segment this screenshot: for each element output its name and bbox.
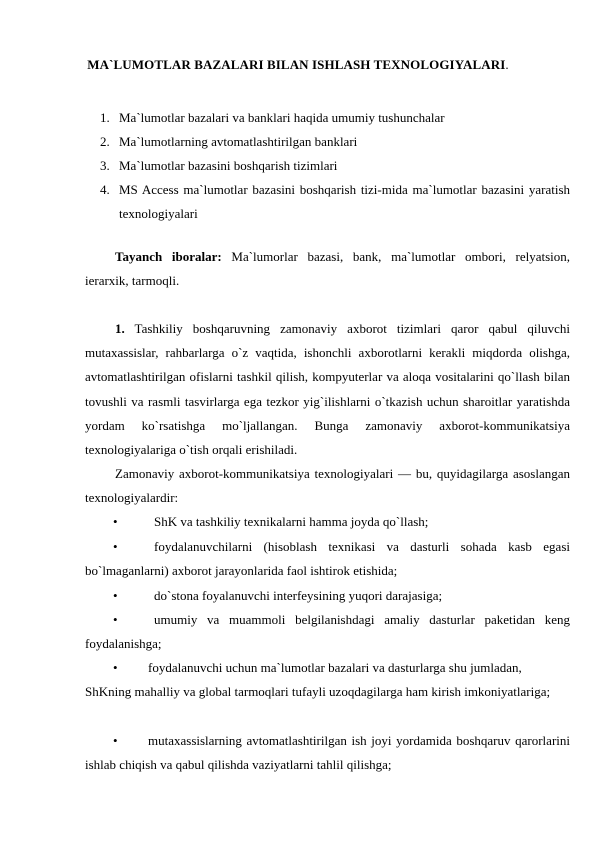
bullet-item xyxy=(85,608,570,656)
bullet-item xyxy=(85,584,570,608)
continuation-text: ShKning mahalliy va global tarmoqlari tufayli uzoqdagilarga ham kirish imkoniyatlariga; xyxy=(85,684,551,699)
page-title xyxy=(0,57,596,73)
bullet-item xyxy=(85,510,570,534)
bullet-text: do`stona foyalanuvchi interfeysining yuqori darajasiga; xyxy=(154,588,443,603)
outline-text: Ma`lumotlar bazalari va banklari haqida umumiy tushunchalar xyxy=(119,110,445,125)
outline-item xyxy=(100,178,570,226)
keywords-label: Tayanch iboralar: xyxy=(115,249,222,264)
outline-text: MS Access ma`lumotlar bazasini boshqarish tizi-mida ma`lumotlar bazasini yaratish texnologiyalari xyxy=(119,182,570,221)
continuation-paragraph xyxy=(85,680,570,704)
bullet-text: umumiy va muammoli belgilanishdagi amaliy dasturlar paketidan keng foydalanishga; xyxy=(85,612,570,652)
outline-number: 2. xyxy=(100,134,110,149)
bullet-icon: • xyxy=(113,733,118,748)
intro-text: Zamonaviy axborot-kommunikatsiya texnologiyalari — bu, quyidagilarga asoslangan texnologiyalardir: xyxy=(85,466,570,506)
title-text: MA`LUMOTLAR BAZALARI BILAN ISHLASH TEXNOLOGIYALARI xyxy=(87,57,506,72)
outline-list xyxy=(100,106,570,226)
bullet-icon: • xyxy=(113,612,118,627)
bullet-item xyxy=(85,656,570,680)
bullet-text: foydalanuvchi uchun ma`lumotlar bazalari va dasturlarga shu jumladan, xyxy=(148,660,522,675)
section-1-paragraph xyxy=(85,317,570,462)
bullet-icon: • xyxy=(113,514,118,529)
outline-item xyxy=(100,130,570,154)
outline-text: Ma`lumotlar bazasini boshqarish tizimlari xyxy=(119,158,338,173)
keywords-text: Ma`lumorlar bazasi, bank, ma`lumotlar ombori, relyatsion, ierarxik, tarmoqli. xyxy=(85,249,571,289)
bullet-icon: • xyxy=(113,660,118,675)
bullet-icon: • xyxy=(113,588,118,603)
bullet-item xyxy=(85,729,570,777)
bullet-text: mutaxassislarning avtomatlashtirilgan ish joyi yordamida boshqaruv qarorlarini ishlab chiqish va qabul qilishda vaziyatlarni tahlil qilishga; xyxy=(85,733,570,773)
bullet-text: foydalanuvchilarni (hisoblash texnikasi va dasturli sohada kasb egasi bo`lmaganlarni) axborot jarayonlarida faol ishtirok etishida; xyxy=(85,539,570,579)
outline-number: 3. xyxy=(100,158,110,173)
section-1-text: Tashkiliy boshqaruvning zamonaviy axborot tizimlari qaror qabul qiluvchi mutaxassislar, rahbarlarga o`z vaqtida, ishonchli axborotlarni kerakli miqdorda olishga, avtomatlashtirilgan ofislarni tashkil qilish, kompyuterlar va aloqa vositalarini qo`llash bilan tovushli va rasmli tasvirlarga ega tezkor yig`ilishlarni o`tkazish uchun sharoitlar yaratishda yordam ko`rsatishga mo`ljallangan. Bunga zamonaviy axborot-kommunikatsiya texnologiyalariga o`tish orqali erishiladi. xyxy=(85,321,570,458)
intro-paragraph xyxy=(85,462,570,510)
bullet-item xyxy=(85,535,570,583)
title-period: . xyxy=(505,57,509,72)
outline-item xyxy=(100,106,570,130)
outline-item xyxy=(100,154,570,178)
section-number: 1. xyxy=(115,321,125,336)
keywords-paragraph xyxy=(85,245,570,293)
outline-number: 1. xyxy=(100,110,110,125)
bullet-text: ShK va tashkiliy texnikalarni hamma joyda qo`llash; xyxy=(154,514,429,529)
bullet-icon: • xyxy=(113,539,118,554)
outline-number: 4. xyxy=(100,182,110,197)
outline-text: Ma`lumotlarning avtomatlashtirilgan banklari xyxy=(119,134,358,149)
